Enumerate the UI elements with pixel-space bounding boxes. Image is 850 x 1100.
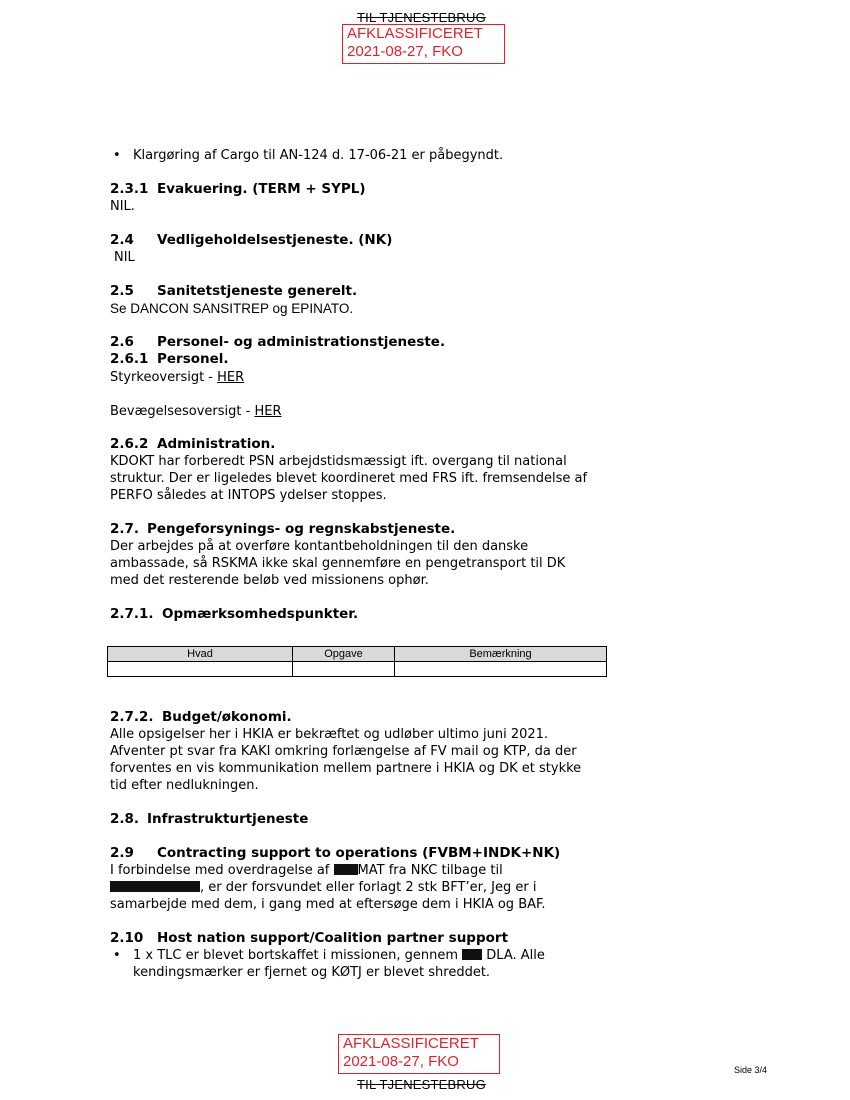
attention-points-table — [107, 646, 607, 677]
movement-overview-line — [110, 403, 282, 420]
section-number: 2.7.2. — [110, 709, 154, 725]
section-2-10-bullet — [113, 947, 545, 980]
classification-footer: TIL TJENESTEBRUG — [357, 1077, 486, 1092]
body-line — [110, 862, 546, 879]
movement-overview-link[interactable]: HER — [254, 404, 282, 419]
body-line — [110, 879, 546, 896]
section-2-7-1-heading — [110, 606, 358, 623]
body-line: KDOKT har forberedt PSN arbejdstidsmæssigt ift. overgang til national — [110, 454, 567, 469]
section-2-6-1-heading — [110, 351, 229, 368]
body-line: samarbejde med dem, i gang med at eftersøge dem i HKIA og BAF. — [110, 897, 546, 912]
stamp-line1: AFKLASSIFICERET — [347, 25, 483, 42]
section-title: Pengeforsynings- og regnskabstjeneste. — [147, 521, 456, 537]
body-line: Alle opsigelser her i HKIA er bekræftet og udløber ultimo juni 2021. — [110, 727, 549, 742]
declassified-stamp-bottom — [338, 1034, 500, 1074]
section-2-7-2-body — [110, 726, 581, 794]
body-text: 1 x TLC er blevet bortskaffet i missionen, gennem — [133, 948, 463, 963]
body-text: DLA. Alle — [482, 948, 545, 963]
body-text: MAT fra NKC tilbage til — [357, 863, 503, 878]
section-2-7-2-heading — [110, 709, 292, 726]
section-number: 2.4 — [110, 232, 134, 248]
section-2-6-2-body — [110, 453, 587, 504]
section-2-5-body: Se DANCON SANSITREP og EPINATO. — [110, 301, 354, 316]
section-title: Infrastrukturtjeneste — [147, 811, 309, 827]
section-2-3-1-heading — [110, 181, 366, 198]
section-title: Personel. — [157, 351, 229, 367]
body-line: struktur. Der er ligeledes blevet koordineret med FRS ift. fremsendelse af — [110, 471, 588, 486]
body-line: Afventer pt svar fra KAKI omkring forlængelse af FV mail og KTP, da der — [110, 744, 577, 759]
page-number: Side 3/4 — [734, 1065, 768, 1075]
section-number: 2.3.1 — [110, 181, 149, 197]
body-line — [133, 947, 545, 964]
table-header-cell: Opgave — [293, 647, 395, 662]
redaction-block — [110, 881, 200, 892]
bullet-content — [133, 947, 545, 981]
body-text: , er der forsvundet eller forlagt 2 stk BFT’er, Jeg er i — [200, 880, 537, 895]
section-2-3-1-body: NIL. — [110, 199, 135, 214]
section-title: Contracting support to operations (FVBM+INDK+NK) — [157, 845, 561, 861]
staff-overview-label: Styrkeoversigt - — [110, 370, 218, 385]
body-line: ambassade, så RSKMA ikke skal gennemføre en pengetransport til DK — [110, 556, 566, 571]
body-text: I forbindelse med overdragelse af — [110, 863, 334, 878]
section-title: Administration. — [157, 436, 276, 452]
redaction-block — [462, 949, 482, 960]
section-title: Vedligeholdelsestjeneste. (NK) — [157, 232, 393, 248]
bullet-dot: • — [113, 948, 121, 963]
table-header-cell: Bemærkning — [395, 647, 607, 662]
stamp-line2: 2021-08-27, FKO — [347, 43, 463, 60]
body-line: kendingsmærker er fjernet og KØTJ er blevet shreddet. — [133, 965, 491, 980]
staff-overview-link[interactable]: HER — [217, 370, 245, 385]
declassified-stamp-top — [342, 24, 505, 64]
section-number: 2.6.2 — [110, 436, 149, 452]
section-title: Personel- og administrationstjeneste. — [157, 334, 446, 350]
stamp-line1: AFKLASSIFICERET — [343, 1035, 479, 1052]
body-line: PERFO således at INTOPS ydelser stoppes. — [110, 488, 387, 503]
table-header-cell: Hvad — [108, 647, 293, 662]
section-2-9-body — [110, 862, 546, 913]
body-line: Der arbejdes på at overføre kontantbeholdningen til den danske — [110, 539, 529, 554]
section-number: 2.6 — [110, 334, 134, 350]
stamp-line2: 2021-08-27, FKO — [343, 1053, 459, 1070]
section-number: 2.9 — [110, 845, 134, 861]
section-number: 2.7.1. — [110, 606, 154, 622]
body-line: med det resterende beløb ved missionens ophør. — [110, 573, 429, 588]
section-2-6-heading — [110, 334, 445, 351]
table-cell — [395, 662, 607, 677]
table-row — [108, 662, 607, 677]
section-title: Evakuering. (TERM + SYPL) — [157, 181, 366, 197]
section-title: Budget/økonomi. — [162, 709, 292, 725]
section-2-8-heading — [110, 811, 308, 828]
table-header-row — [108, 647, 607, 662]
section-2-6-2-heading — [110, 436, 275, 453]
section-2-10-heading — [110, 930, 508, 947]
redaction-block — [334, 864, 358, 875]
bullet-dot: • — [113, 148, 121, 163]
section-2-4-heading — [110, 232, 392, 249]
section-number: 2.5 — [110, 283, 134, 299]
table-cell — [108, 662, 293, 677]
bullet-item — [113, 147, 504, 164]
section-title: Opmærksomhedspunkter. — [162, 606, 359, 622]
bullet-text: Klargøring af Cargo til AN-124 d. 17-06-21 er påbegyndt. — [133, 148, 504, 163]
section-2-9-heading — [110, 845, 560, 862]
section-number: 2.10 — [110, 930, 144, 946]
section-2-5-heading — [110, 283, 357, 300]
section-number: 2.7. — [110, 521, 140, 537]
table-cell — [293, 662, 395, 677]
section-2-7-heading — [110, 521, 455, 538]
section-title: Sanitetstjeneste generelt. — [157, 283, 358, 299]
movement-overview-label: Bevægelsesoversigt - — [110, 404, 255, 419]
section-number: 2.8. — [110, 811, 140, 827]
section-2-7-body — [110, 538, 565, 589]
staff-overview-line — [110, 369, 244, 386]
section-title: Host nation support/Coalition partner support — [157, 930, 509, 946]
section-2-4-body: NIL — [114, 250, 135, 265]
classification-header: TIL TJENESTEBRUG — [357, 10, 486, 25]
body-line: tid efter nedlukningen. — [110, 778, 259, 793]
section-number: 2.6.1 — [110, 351, 149, 367]
body-line: forventes en vis kommunikation mellem partnere i HKIA og DK et stykke — [110, 761, 582, 776]
